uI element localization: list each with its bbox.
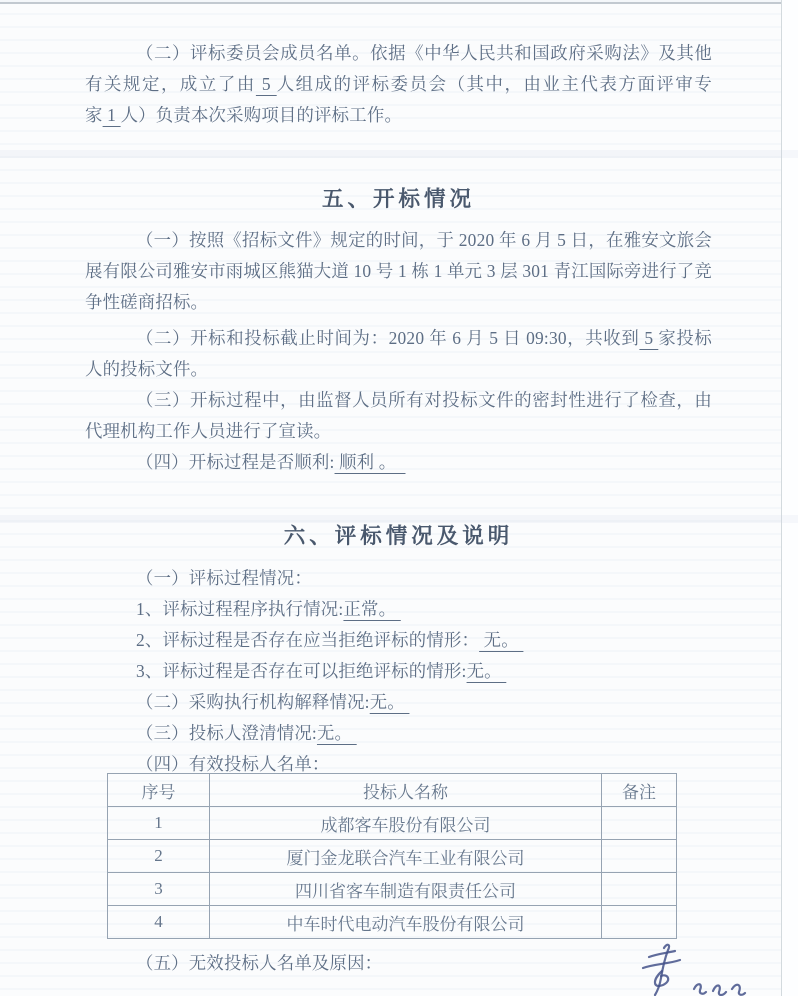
smooth-text-pre: （四）开标过程是否顺利: bbox=[136, 452, 335, 472]
clarification-answer-underlined: 无。 bbox=[316, 723, 357, 743]
paragraph-invalid-list-label: （五）无效投标人名单及原因： bbox=[136, 953, 383, 973]
table-row bbox=[108, 873, 677, 906]
header-cell-note: 备注 bbox=[602, 774, 677, 807]
paragraph-deadline bbox=[85, 323, 712, 385]
cell-index: 4 bbox=[108, 906, 210, 939]
paragraph-clarification bbox=[85, 718, 712, 749]
smooth-answer-underlined: 顺利 。 bbox=[334, 452, 406, 472]
header-cell-bidder-name: 投标人名称 bbox=[210, 774, 602, 807]
cell-bidder-name: 中车时代电动汽车股份有限公司 bbox=[210, 906, 602, 939]
cell-note bbox=[602, 807, 677, 840]
valid-bidders-table bbox=[107, 773, 677, 939]
item3-text-pre: 3、评标过程是否存在可以拒绝评标的情形: bbox=[136, 661, 467, 681]
cell-bidder-name: 四川省客车制造有限责任公司 bbox=[210, 873, 602, 906]
paragraph-committee bbox=[85, 38, 712, 131]
paragraph-item3 bbox=[85, 656, 712, 687]
agency-explain-text-pre: （二）采购执行机构解释情况: bbox=[136, 692, 370, 712]
cell-index: 3 bbox=[108, 873, 210, 906]
bidder-count-underlined: 5 bbox=[639, 328, 659, 348]
cell-index: 1 bbox=[108, 807, 210, 840]
section5-heading: 五、开标情况 bbox=[321, 187, 475, 211]
committee-text-post: 人）负责本次采购项目的评标工作。 bbox=[120, 105, 403, 125]
handwritten-signature bbox=[618, 938, 788, 996]
committee-text-mid: 人组成的评标委员会（其中，由业主代表方面评审专家 bbox=[85, 74, 712, 125]
committee-text-pre: （二）评标委员会成员名单。依据《中华人民共和国政府采购法》及其他有关规定，成立了由 bbox=[85, 43, 712, 94]
signature-ink-icon bbox=[618, 938, 788, 996]
cell-bidder-name: 厦门金龙联合汽车工业有限公司 bbox=[210, 840, 602, 873]
paragraph-valid-list-label: （四）有效投标人名单： bbox=[136, 754, 330, 774]
item2-answer-underlined: 无。 bbox=[479, 630, 524, 650]
paragraph-eval-process-label: （一）评标过程情况： bbox=[136, 568, 312, 588]
owner-rep-count-underlined: 1 bbox=[102, 105, 121, 125]
clarification-text-pre: （三）投标人澄清情况: bbox=[136, 723, 317, 743]
paragraph-seal-check: （三）开标过程中，由监督人员所有对投标文件的密封性进行了检查，由代理机构工作人员进行了宣读。 bbox=[85, 390, 712, 441]
section6-heading: 六、评标情况及说明 bbox=[283, 524, 514, 548]
paragraph-item1 bbox=[85, 594, 712, 625]
item3-answer-underlined: 无。 bbox=[466, 661, 507, 681]
item1-text-pre: 1、评标过程程序执行情况: bbox=[136, 599, 344, 619]
committee-count-underlined: 5 bbox=[255, 74, 277, 94]
document-content bbox=[85, 38, 712, 979]
cell-note bbox=[602, 906, 677, 939]
agency-explain-answer-underlined: 无。 bbox=[369, 692, 410, 712]
header-cell-index: 序号 bbox=[108, 774, 210, 807]
table-row bbox=[108, 807, 677, 840]
cell-index: 2 bbox=[108, 840, 210, 873]
cell-note bbox=[602, 840, 677, 873]
paragraph-opening-time: （一）按照《招标文件》规定的时间，于 2020 年 6 月 5 日，在雅安文旅会展有限公司雅安市雨城区熊猫大道 10 号 1 栋 1 单元 3 层 301 青江国际旁进行了竞争性磋商招标。 bbox=[85, 230, 712, 312]
deadline-text-post: 家投标人的投标文件。 bbox=[85, 328, 712, 379]
paragraph-smooth bbox=[85, 447, 712, 478]
deadline-text-pre: （二）开标和投标截止时间为：2020 年 6 月 5 日 09:30，共收到 bbox=[136, 328, 640, 348]
item2-text-pre: 2、评标过程是否存在应当拒绝评标的情形： bbox=[136, 630, 480, 650]
cell-bidder-name: 成都客车股份有限公司 bbox=[210, 807, 602, 840]
scan-artifact-top-line bbox=[0, 2, 798, 4]
table-row bbox=[108, 840, 677, 873]
cell-note bbox=[602, 873, 677, 906]
item1-answer-underlined: 正常。 bbox=[343, 599, 401, 619]
paragraph-item2 bbox=[85, 625, 712, 656]
paragraph-agency-explain bbox=[85, 687, 712, 718]
table-row bbox=[108, 906, 677, 939]
